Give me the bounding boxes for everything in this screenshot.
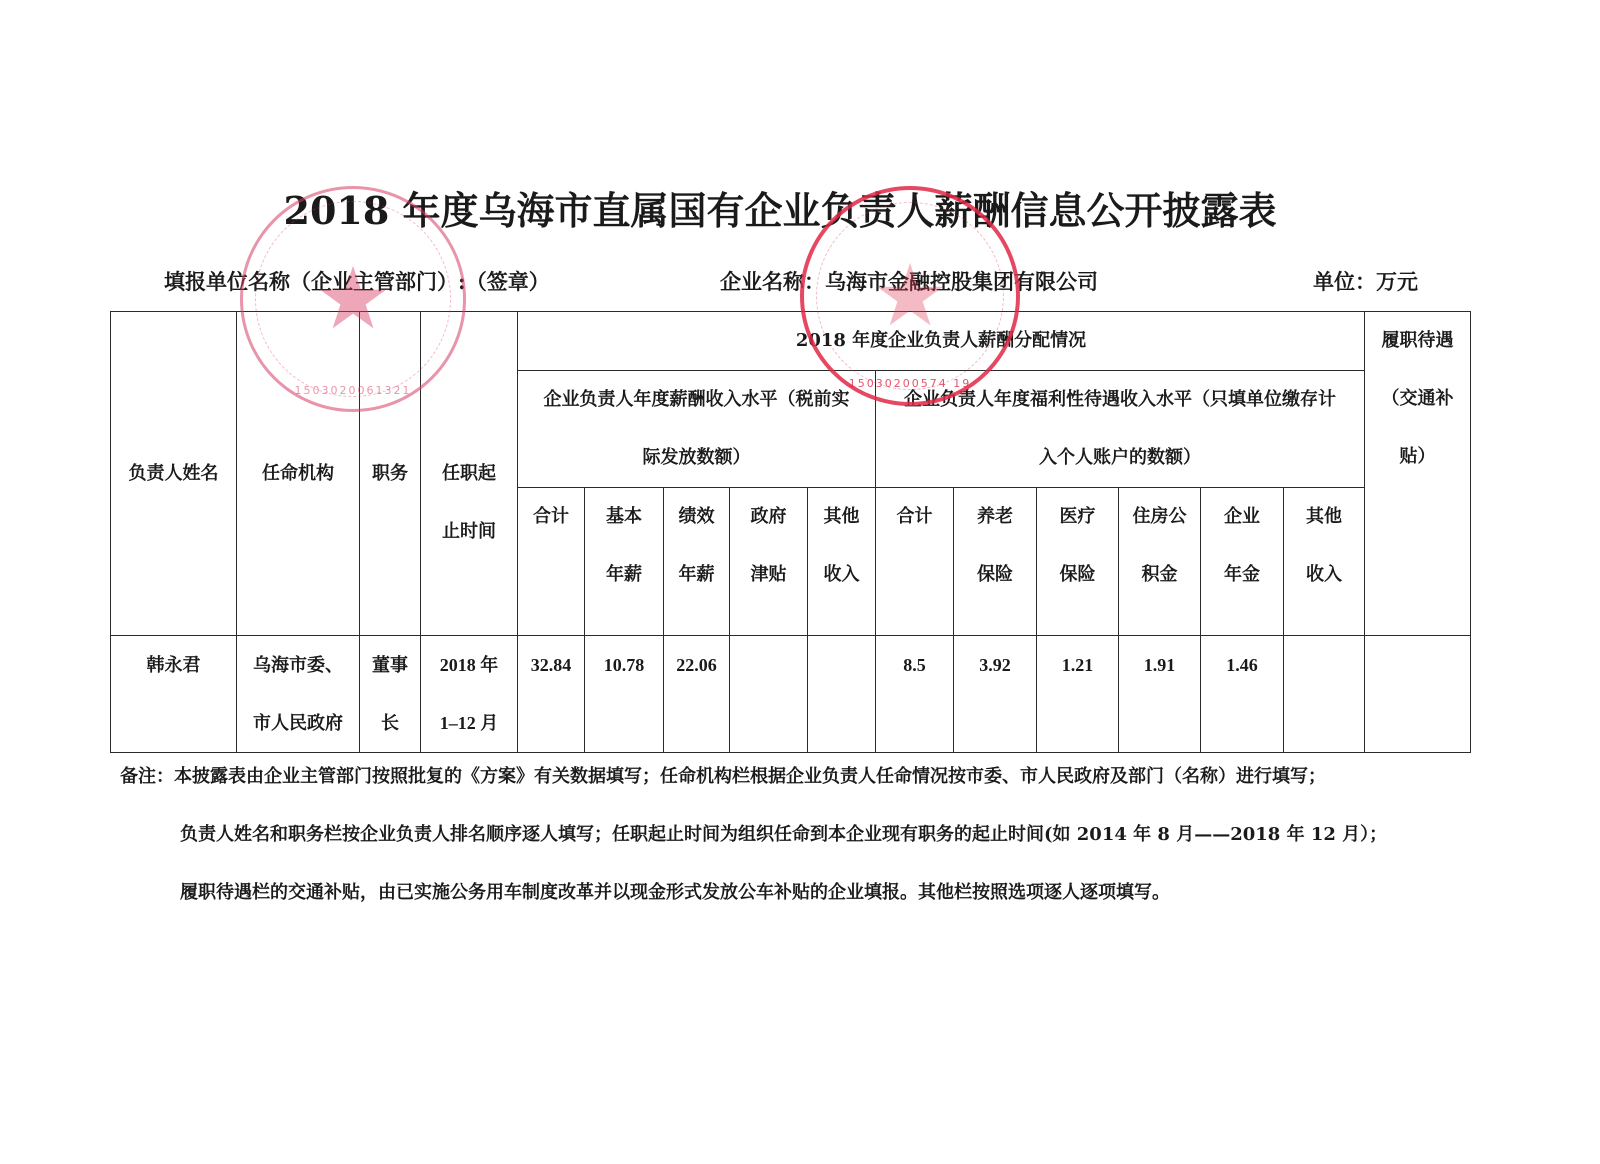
header-name [111,312,237,636]
header-salary-group-line2: 际发放数额） [642,447,751,468]
header-position [360,312,421,636]
reporting-unit-label: 填报单位名称（企业主管部门）:（签章） [164,269,550,294]
header-welfare-medical-l1: 医疗 [1059,506,1096,527]
header-salary-other-l2: 收入 [823,564,860,585]
cell-welfare-pension: 3.92 [954,636,1037,753]
header-welfare-annuity [1201,488,1284,636]
header-welfare-other-l2: 收入 [1306,564,1342,585]
cell-perf-allowance [1365,636,1471,753]
cell-welfare-medical: 1.21 [1037,636,1119,753]
cell-salary-performance: 22.06 [664,636,730,753]
cell-term [421,636,518,753]
salary-disclosure-table [110,311,1471,753]
cell-name-text: 韩永君 [146,655,201,675]
header-term-line2: 止时间 [442,520,496,542]
header-welfare-annuity-l2: 年金 [1224,564,1260,585]
cell-salary-gov-allowance [730,636,808,753]
header-welfare-housing-l1: 住房公 [1132,506,1187,527]
header-salary-performance [664,488,730,636]
header-welfare-housing-l2: 积金 [1141,564,1178,585]
header-name-text: 负责人姓名 [128,462,219,484]
cell-position [360,636,421,753]
header-salary-total [518,488,585,636]
header-position-text: 职务 [372,462,408,484]
header-welfare-group-line2: 入个人账户的数额） [1039,447,1201,468]
seal-code: 1503020061321 [294,384,412,397]
header-welfare-other-l1: 其他 [1306,506,1342,527]
cell-welfare-annuity: 1.46 [1201,636,1284,753]
header-salary-total-text: 合计 [533,506,569,527]
header-welfare-total [876,488,954,636]
cell-appointing-l2: 市人民政府 [253,713,343,733]
cell-name [111,636,237,753]
header-welfare-pension [954,488,1037,636]
star-icon: ★ [871,246,949,346]
cell-term-l2: 1–12 月 [439,713,499,733]
header-term-line1: 任职起 [442,462,496,484]
header-salary-basic-l1: 基本 [606,506,642,527]
header-welfare-group-line1: 企业负责人年度福利性待遇收入水平（只填单位缴存计 [904,389,1336,410]
header-welfare-pension-l1: 养老 [977,506,1013,527]
notes [120,762,1387,936]
header-perf-allowance [1365,312,1471,636]
header-perf-line3: 贴） [1399,446,1436,467]
header-salary-other [808,488,876,636]
header-welfare-other [1284,488,1365,636]
header-salary-other-l1: 其他 [823,506,860,527]
header-salary-gov-allowance [730,488,808,636]
cell-welfare-housing-fund: 1.91 [1119,636,1201,753]
company-name-label: 企业名称：乌海市金融控股集团有限公司 [720,269,1098,294]
header-salary-basic-l2: 年薪 [606,564,642,585]
unit-label: 单位：万元 [1313,269,1418,294]
header-salary-gov-l2: 津贴 [750,564,787,585]
note-line-1: 备注：本披露表由企业主管部门按照批复的《方案》有关数据填写；任命机构栏根据企业负责人任命情况按市委、市人民政府及部门（名称）进行填写； [120,766,1326,787]
star-icon: ★ [314,249,392,349]
note-line-2: 负责人姓名和职务栏按企业负责人排名顺序逐人填写；任职起止时间为组织任命到本企业现有职务的起止时间(如 2014 年 8 月——2018 年 12 月）； [180,824,1388,845]
header-salary-gov-l1: 政府 [750,506,787,527]
cell-welfare-total: 8.5 [876,636,954,753]
header-welfare-medical [1037,488,1119,636]
header-welfare-housing-fund [1119,488,1201,636]
header-group [518,312,1365,371]
cell-salary-total: 32.84 [518,636,585,753]
seal-code: 15030200574 19 [848,377,972,390]
cell-position-l2: 长 [381,713,399,733]
header-salary-group [518,371,876,488]
cell-position-l1: 董事 [372,655,408,675]
header-term [421,312,518,636]
header-salary-performance-l2: 年薪 [678,564,715,585]
header-group-text: 2018 年度企业负责人薪酬分配情况 [795,330,1087,351]
cell-salary-basic: 10.78 [585,636,664,753]
cell-welfare-other [1284,636,1365,753]
cell-salary-other [808,636,876,753]
header-perf-line2: （交通补 [1381,388,1454,409]
header-welfare-annuity-l1: 企业 [1224,506,1260,527]
cell-appointing-body [237,636,360,753]
header-welfare-medical-l2: 保险 [1059,564,1096,585]
header-welfare-total-text: 合计 [896,506,933,527]
page-title: 2018 年度乌海市直属国有企业负责人薪酬信息公开披露表 [283,188,1277,233]
header-appointing-body [237,312,360,636]
header-salary-group-line1: 企业负责人年度薪酬收入水平（税前实 [543,389,850,410]
table-row [111,636,1471,753]
header-salary-basic [585,488,664,636]
header-welfare-pension-l2: 保险 [977,564,1013,585]
header-salary-performance-l1: 绩效 [678,506,715,527]
header-perf-line1: 履职待遇 [1381,330,1454,351]
note-line-3: 履职待遇栏的交通补贴，由已实施公务用车制度改革并以现金形式发放公车补贴的企业填报。其他栏按照选项逐人逐项填写。 [180,882,1170,903]
header-welfare-group [876,371,1365,488]
cell-term-l1: 2018 年 [439,655,499,675]
cell-appointing-l1: 乌海市委、 [253,655,343,675]
header-appointing-body-text: 任命机构 [262,462,334,484]
